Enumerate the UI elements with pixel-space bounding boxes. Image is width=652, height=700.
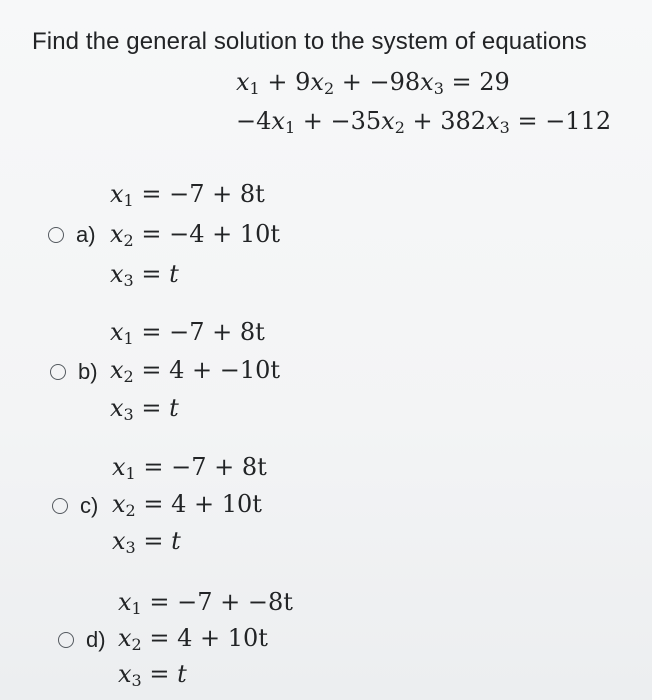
system-equation-2: $-4x_1 + -35x_2 + 382x_3 = -112$ — [236, 107, 612, 137]
option-a-x3: $x_3 = t$ — [110, 260, 179, 290]
option-d-x1: $x_1 = -7 + -8t$ — [118, 588, 293, 618]
option-a-x2: $x_2 = -4 + 10t$ — [110, 220, 281, 250]
option-d-radio[interactable] — [58, 632, 74, 648]
option-c-label: c) — [80, 493, 99, 518]
option-a-label: a) — [76, 222, 96, 247]
option-c-radio[interactable] — [52, 498, 68, 514]
option-b-label: b) — [78, 359, 98, 384]
option-b-radio[interactable] — [50, 364, 66, 380]
option-c-x3: $x_3 = t$ — [112, 527, 181, 557]
option-b-x1: $x_1 = -7 + 8t$ — [110, 318, 265, 348]
option-d-label: d) — [86, 627, 106, 652]
option-d-x2: $x_2 = 4 + 10t$ — [118, 624, 268, 654]
system-equation-1: $x_1 + 9x_2 + -98x_3 = 29$ — [236, 68, 510, 98]
option-c-x2: $x_2 = 4 + 10t$ — [112, 490, 262, 520]
option-d-x3: $x_3 = t$ — [118, 660, 187, 690]
option-a-radio[interactable] — [48, 227, 64, 243]
question-text: Find the general solution to the system of equations — [32, 28, 587, 55]
option-a-x1: $x_1 = -7 + 8t$ — [110, 180, 265, 210]
option-b-x2: $x_2 = 4 + -10t$ — [110, 356, 281, 386]
option-b-x3: $x_3 = t$ — [110, 394, 179, 424]
option-c-x1: $x_1 = -7 + 8t$ — [112, 453, 267, 483]
